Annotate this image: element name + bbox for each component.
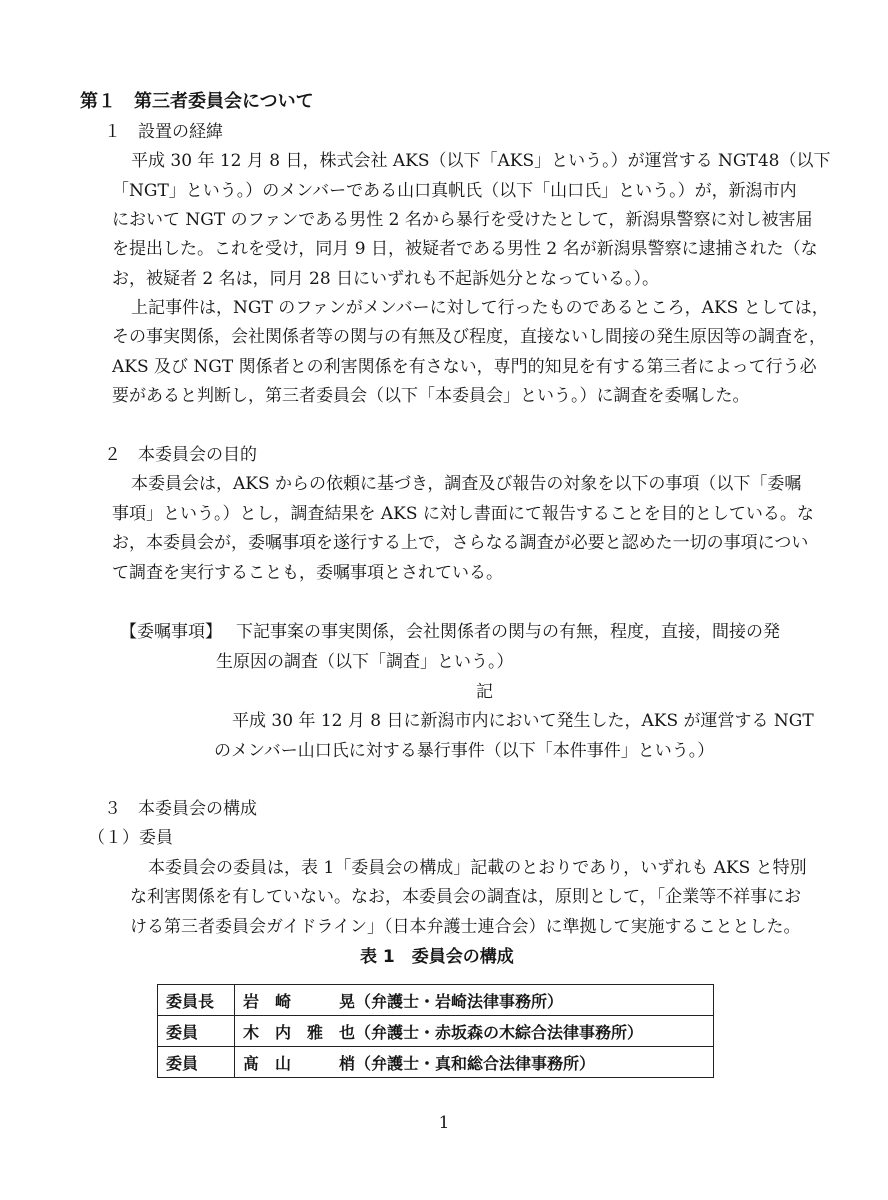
paragraph-line: ける第三者委員会ガイドライン」（日本弁護士連合会）に準拠して実施することとした。 — [130, 917, 801, 937]
paragraph-line: お，被疑者 2 名は，同月 28 日にいずれも不起訴処分となっている。）。 — [112, 269, 660, 289]
table-cell-role: 委員長 — [158, 985, 235, 1016]
mandate-line: 下記事案の事実関係，会社関係者の関与の有無，程度，直接，間接の発 — [236, 622, 780, 642]
paragraph-line: お，本委員会が，委嘱事項を遂行する上で，さらなる調査が必要と認めた一切の事項につい — [112, 533, 809, 553]
paragraph-line: 上記事件は，NGT のファンがメンバーに対して行ったものであるところ，AKS としては， — [131, 298, 829, 318]
table-title: 表 1 委員会の構成 — [360, 947, 514, 967]
paragraph-line: 「NGT」という。）のメンバーである山口真帆氏（以下「山口氏」という。）が，新潟市内 — [112, 181, 797, 201]
paragraph-line: AKS 及び NGT 関係者との利害関係を有さない，専門的知見を有する第三者によって行う必 — [112, 357, 817, 377]
table-row — [158, 1047, 714, 1078]
table-row — [158, 985, 714, 1016]
page-number: 1 — [438, 1113, 450, 1133]
paragraph-line: 本委員会の委員は，表 1「委員会の構成」記載のとおりであり，いずれも AKS と特別 — [148, 858, 807, 878]
table-cell-name: 木 内 雅 也（弁護士・赤坂森の木綜合法律事務所） — [235, 1016, 714, 1047]
paragraph-line: 平成 30 年 12 月 8 日，株式会社 AKS（以下「AKS」という。）が運営する NGT48（以下 — [131, 151, 831, 171]
subsection-heading-2: ２ 本委員会の目的 — [104, 445, 257, 465]
paragraph-line: て調査を実行することも，委嘱事項とされている。 — [112, 563, 503, 583]
ki-mark: 記 — [476, 682, 493, 702]
paragraph-line: 本委員会は，AKS からの依頼に基づき，調査及び報告の対象を以下の事項（以下「委嘱 — [131, 474, 802, 494]
subsection-heading-1: １ 設置の経緯 — [104, 122, 223, 142]
table-cell-role: 委員 — [158, 1047, 235, 1078]
item-heading: （１）委員 — [88, 828, 173, 848]
table-cell-name: 髙 山 梢（弁護士・真和総合法律事務所） — [235, 1047, 714, 1078]
paragraph-line: 要があると判断し，第三者委員会（以下「本委員会」という。）に調査を委嘱した。 — [112, 386, 750, 406]
incident-line: のメンバー山口氏に対する暴行事件（以下「本件事件」という。） — [214, 741, 715, 761]
table-row — [158, 1016, 714, 1047]
paragraph-line: において NGT のファンである男性 2 名から暴行を受けたとして，新潟県警察に対し被害届 — [112, 210, 813, 230]
incident-line: 平成 30 年 12 月 8 日に新潟市内において発生した，AKS が運営する NGT — [232, 711, 814, 731]
paragraph-line: を提出した。これを受け，同月 9 日，被疑者である男性 2 名が新潟県警察に逮捕された（な — [112, 239, 818, 259]
subsection-heading-3: ３ 本委員会の構成 — [104, 799, 257, 819]
committee-table — [157, 984, 714, 1078]
paragraph-line: その事実関係，会社関係者等の関与の有無及び程度，直接ないし間接の発生原因等の調査を， — [112, 327, 826, 347]
table-cell-name: 岩 崎 晃（弁護士・岩崎法律事務所） — [235, 985, 714, 1016]
mandate-label: 【委嘱事項】 — [120, 622, 222, 642]
table-cell-role: 委員 — [158, 1016, 235, 1047]
mandate-line: 生原因の調査（以下「調査」という。） — [216, 652, 514, 672]
paragraph-line: 事項」という。）とし，調査結果を AKS に対し書面にて報告することを目的としている。な — [112, 504, 814, 524]
section-heading: 第１ 第三者委員会について — [80, 91, 314, 112]
paragraph-line: な利害関係を有していない。なお，本委員会の調査は，原則として，「企業等不祥事にお — [130, 887, 802, 907]
